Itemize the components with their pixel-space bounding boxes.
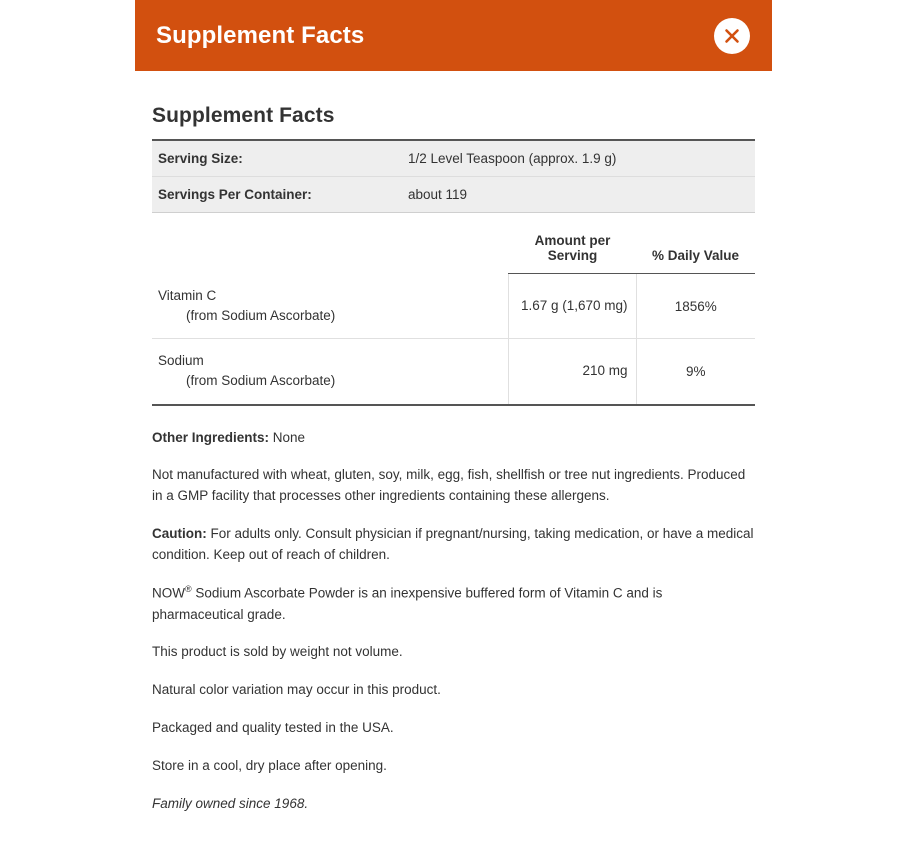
notes-section [152, 428, 755, 816]
amount-header-line2: Serving [547, 248, 598, 263]
caution-note [152, 524, 755, 566]
nutrient-table [152, 233, 755, 406]
modal-title: Supplement Facts [156, 21, 365, 49]
other-ingredients-note [152, 428, 755, 449]
nutrient-name-cell [152, 274, 509, 339]
brand-description: Sodium Ascorbate Powder is an inexpensive buffered form of Vitamin C and is pharmaceutical grade. [152, 585, 663, 622]
weight-note: This product is sold by weight not volume. [152, 644, 403, 660]
nutrient-amount: 1.67 g (1,670 mg) [509, 274, 636, 339]
family-owned-note: Family owned since 1968. [152, 796, 309, 812]
amount-header-line1: Amount per [534, 233, 611, 248]
nutrient-name: Vitamin C [158, 287, 217, 303]
table-header-row [152, 233, 755, 274]
serving-size-label: Serving Size: [158, 151, 243, 166]
nutrient-amount: 210 mg [509, 339, 636, 405]
color-variation-note: Natural color variation may occur in this product. [152, 682, 441, 698]
nutrient-source: (from Sodium Ascorbate) [186, 307, 336, 323]
packaged-note: Packaged and quality tested in the USA. [152, 720, 394, 736]
table-row [152, 339, 755, 405]
servings-per-container-label: Servings Per Container: [158, 187, 312, 202]
nutrient-source: (from Sodium Ascorbate) [186, 373, 336, 389]
page-title: Supplement Facts [152, 104, 335, 127]
brand-name: NOW [152, 585, 185, 601]
daily-value-column-header: % Daily Value [636, 233, 755, 274]
modal-body [135, 104, 772, 852]
table-row [152, 177, 755, 213]
serving-size-value: 1/2 Level Teaspoon (approx. 1.9 g) [408, 151, 617, 166]
registered-trademark-icon: ® [185, 584, 192, 595]
close-button[interactable] [714, 18, 750, 54]
table-row [152, 140, 755, 177]
servings-per-container-value: about 119 [408, 187, 468, 202]
supplement-facts-modal [135, 0, 772, 852]
nutrient-daily-value: 9% [636, 339, 755, 405]
caution-value: For adults only. Consult physician if pregnant/nursing, taking medication, or have a medical condition. Keep out of reach of children. [152, 526, 754, 563]
allergen-note: Not manufactured with wheat, gluten, soy, milk, egg, fish, shellfish or tree nut ingredients. Produced in a GMP facility that processes other ingredients containing these allergens. [152, 467, 746, 504]
storage-note: Store in a cool, dry place after opening. [152, 758, 387, 774]
nutrient-column-header [152, 233, 509, 274]
serving-info-table [152, 139, 755, 213]
amount-per-serving-column-header [509, 233, 636, 274]
caution-label: Caution: [152, 526, 207, 542]
other-ingredients-value: None [269, 429, 306, 445]
nutrient-daily-value: 1856% [636, 274, 755, 339]
nutrient-name: Sodium [158, 353, 204, 368]
table-row [152, 274, 755, 339]
nutrient-name-cell [152, 339, 509, 405]
other-ingredients-label: Other Ingredients: [152, 429, 270, 445]
close-icon [723, 27, 741, 45]
brand-note [152, 583, 755, 625]
modal-header [135, 0, 772, 71]
